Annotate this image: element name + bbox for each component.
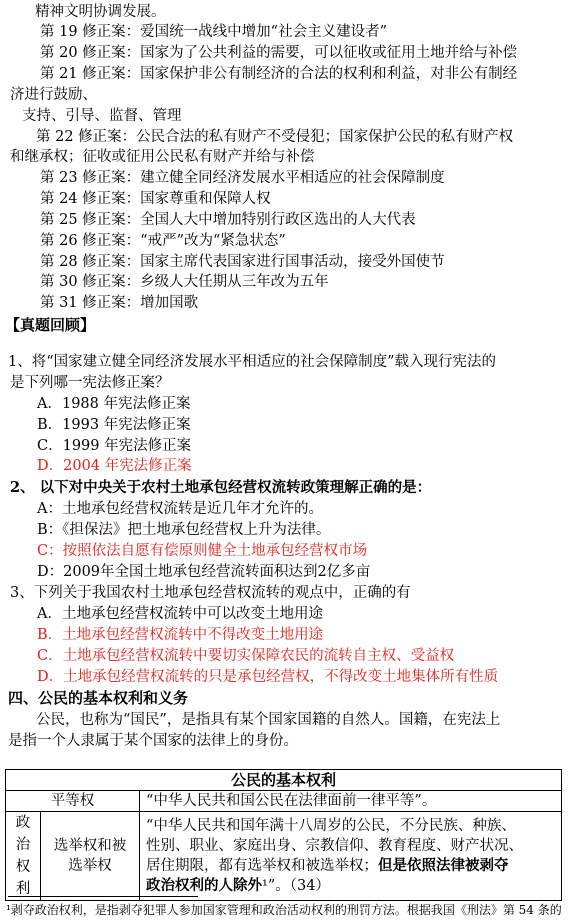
amendment-28: 第 28 修正案：国家主席代表国家进行国事活动，接受外国使节 xyxy=(40,254,445,270)
question-1-stem-cont: 是下列哪一宪法修正案？ xyxy=(10,375,170,391)
section-heading-review: 【真题回顾】 xyxy=(5,316,96,334)
q3-option-b-answer: B．土地承包经营权流转中不得改变土地用途 xyxy=(37,627,324,643)
rights-table xyxy=(5,769,562,901)
amendment-31: 第 31 修正案：增加国歌 xyxy=(40,295,199,311)
amendment-20: 第 20 修正案：国家为了公共利益的需要，可以征收或征用土地并给与补偿 xyxy=(40,45,518,61)
footnote-divider xyxy=(8,896,198,897)
q1-option-b: B．1993 年宪法修正案 xyxy=(37,417,191,433)
row-label-election-rights: 选举权和被选举权 xyxy=(41,812,140,901)
q2-option-a: A：土地承包经营权流转是近几年才允许的。 xyxy=(37,501,323,517)
amendment-22: 第 22 修正案：公民合法的私有财产不受侵犯；国家保护公民的私有财产权 xyxy=(36,129,514,145)
q3-option-c-answer: C．土地承包经营权流转中要切实保障农民的流转自主权、受益权 xyxy=(37,648,455,664)
amendment-24: 第 24 修正案：国家尊重和保障人权 xyxy=(40,191,271,207)
amendment-19: 第 19 修正案：爱国统一战线中增加“社会主义建设者” xyxy=(40,24,387,40)
row-text-equality: “中华人民共和国公民在法律面前一律平等”。 xyxy=(140,791,562,812)
q2-option-c-answer: C：按照依法自愿有偿原则健全土地承包经营权市场 xyxy=(37,543,368,559)
amendment-21: 第 21 修正案：国家保护非公有制经济的合法的权利和利益，对非公有制经 xyxy=(40,66,518,82)
question-1-stem: 1、将“国家建立健全同经济发展水平相适应的社会保障制度”载入现行宪法的 xyxy=(8,354,497,370)
question-3-stem: 3、下列关于我国农村土地承包经营权流转的观点中，正确的有 xyxy=(10,585,411,601)
amendment-23: 第 23 修正案：建立健全同经济发展水平相适应的社会保障制度 xyxy=(40,170,445,186)
q3-option-a: A．土地承包经营权流转中可以改变土地用途 xyxy=(37,606,323,622)
amendment-30: 第 30 修正案：乡级人大任期从三年改为五年 xyxy=(40,274,329,290)
section-heading-4: 四、公民的基本权利和义务 xyxy=(8,689,189,707)
text-line: 精神文明协调发展。 xyxy=(35,4,166,20)
q1-option-a: A．1988 年宪法修正案 xyxy=(37,396,191,412)
amendment-21-cont: 济进行鼓励、 xyxy=(10,87,97,103)
q2-option-d: D：2009年全国土地承包经营流转面积达到2亿多亩 xyxy=(37,564,371,580)
amendment-25: 第 25 修正案：全国人大中增加特别行政区选出的人大代表 xyxy=(40,212,416,228)
amendment-22-cont: 和继承权；征收或征用公民私有财产并给与补偿 xyxy=(10,149,315,165)
q3-option-d-answer: D．土地承包经营权流转的只是承包经营权，不得改变土地集体所有性质 xyxy=(37,669,499,685)
q1-option-d-answer: D．2004 年宪法修正案 xyxy=(37,458,192,474)
category-political-rights: 政 治 权 利 xyxy=(6,812,41,901)
row-text-election-rights: “中华人民共和国年满十八周岁的公民，不分民族、种族、 性别、职业、家庭出身、宗教信仰、教育程度、财产状况、 居住期限，都有选举权和被选举权；但是依照法律被剥夺 政治权利的人除外¹”。（34） xyxy=(140,812,562,901)
row-label-equality: 平等权 xyxy=(6,791,140,812)
question-2-stem: 2、 以下对中央关于农村土地承包经营权流转政策理解正确的是： xyxy=(10,479,432,496)
paragraph-line: 公民，也称为“国民”，是指具有某个国家国籍的自然人。国籍，在宪法上 xyxy=(36,712,501,728)
footnote: ¹剥夺政治权利，是指剥夺犯罪人参加国家管理和政治活动权利的刑罚方法。根据我国《刑法》第 54 条的 xyxy=(6,903,562,917)
amendment-21-cont2: 支持、引导、监督、管理 xyxy=(22,108,182,124)
q2-option-b: B：《担保法》把土地承包经营权上升为法律。 xyxy=(37,522,331,538)
q1-option-c: C．1999 年宪法修正案 xyxy=(37,438,192,454)
paragraph-line-cont: 是指一个人隶属于某个国家的法律上的身份。 xyxy=(8,733,298,749)
amendment-26: 第 26 修正案：“戒严”改为“紧急状态” xyxy=(40,233,286,249)
table-title: 公民的基本权利 xyxy=(6,770,562,791)
